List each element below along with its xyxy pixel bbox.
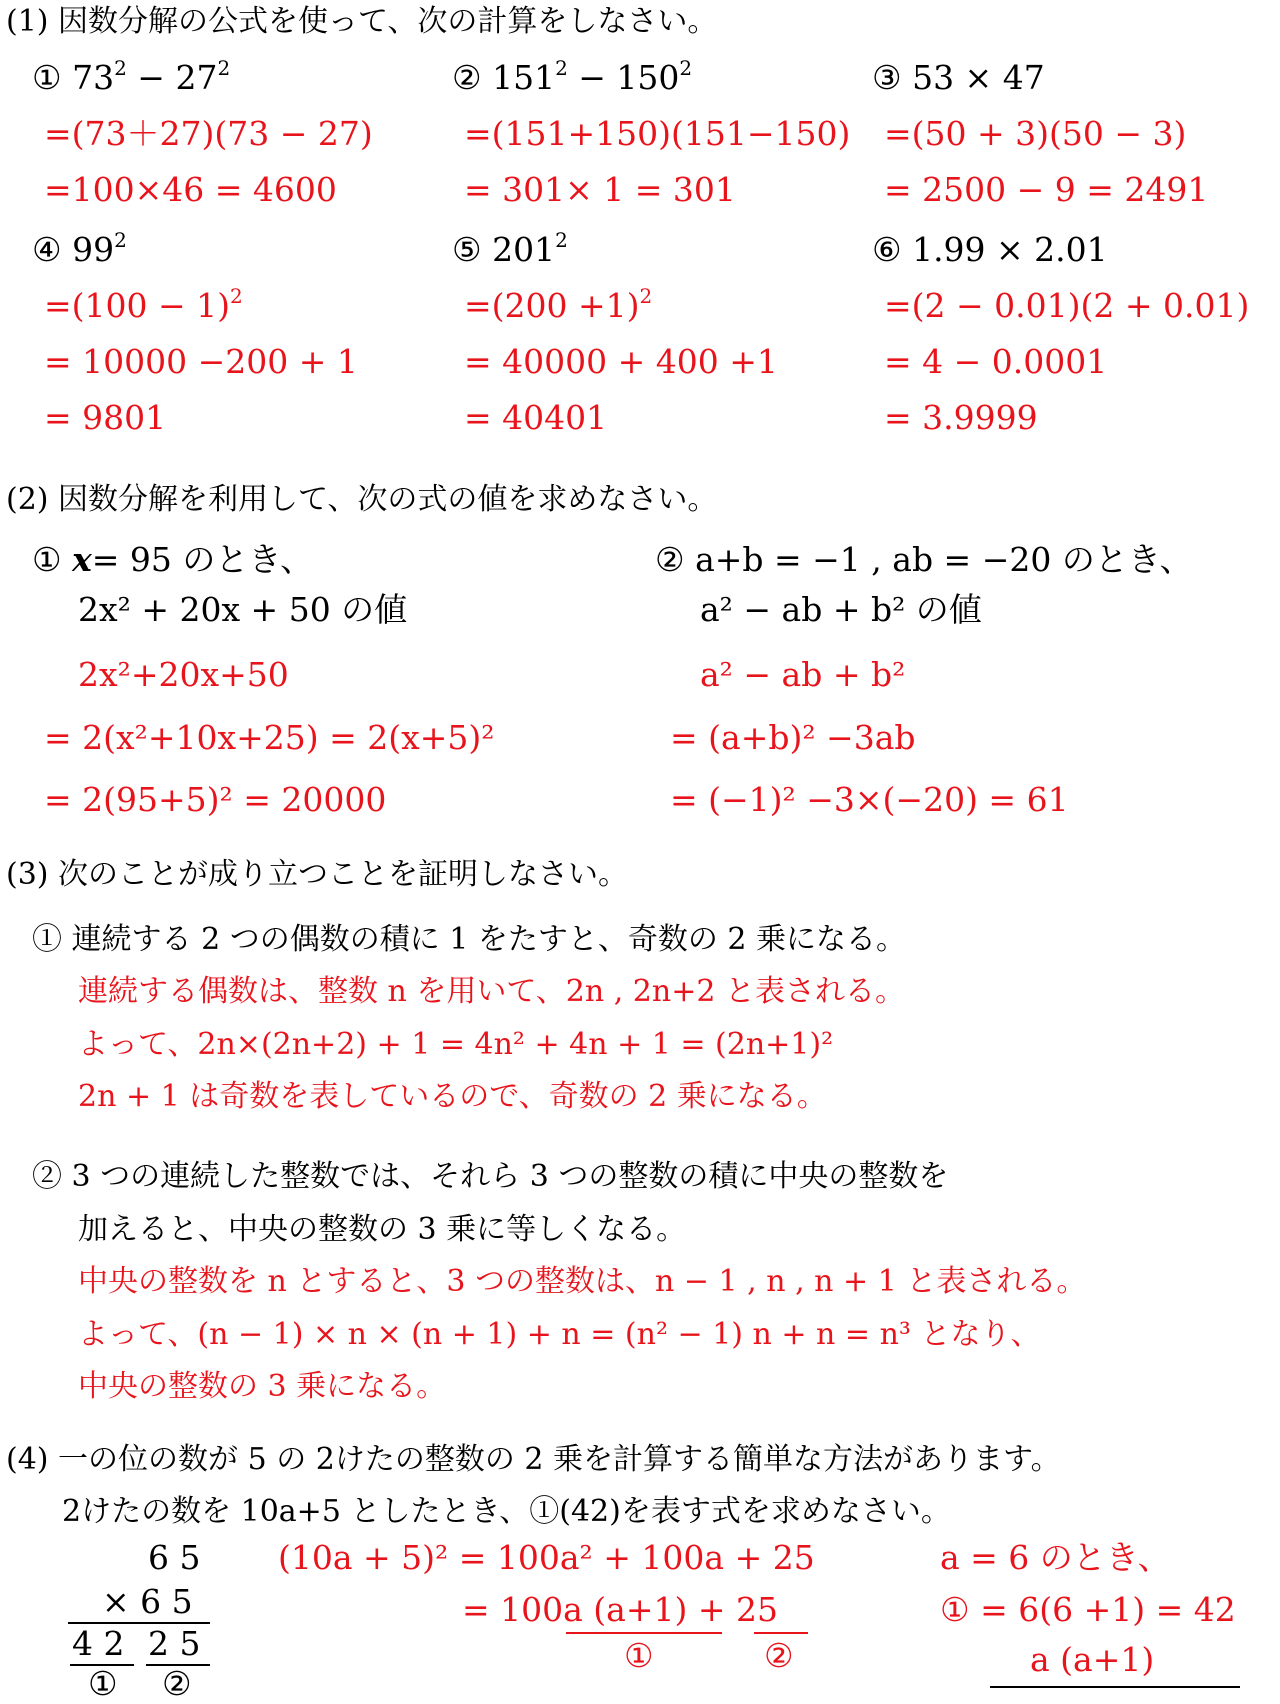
problem-3-1: ① 連続する 2 つの偶数の積に 1 をたすと、奇数の 2 乗になる。 bbox=[32, 922, 907, 957]
mult-mark-2: ② bbox=[162, 1664, 192, 1703]
problem-2-2-line2: a² − ab + b² の値 bbox=[700, 590, 982, 629]
answer-1-6-line3: = 3.9999 bbox=[884, 398, 1038, 437]
answer-4-mark-1: ① bbox=[624, 1636, 654, 1675]
problem-1-1: ① $73^2 - 27^2$ bbox=[32, 56, 231, 97]
problem-1-3: ③ 53 × 47 bbox=[872, 58, 1045, 97]
problem-3-2-line1: ② 3 つの連続した整数では、それら 3 つの整数の積に中央の整数を bbox=[32, 1159, 949, 1194]
answer-2-1-line2: = 2(x²+10x+25) = 2(x+5)² bbox=[44, 718, 495, 757]
answer-1-2-line1: =(151+150)(151−150) bbox=[464, 114, 851, 153]
answer-3-2-line3: 中央の整数の 3 乗になる。 bbox=[78, 1369, 447, 1404]
answer-1-4-line2: = 10000 −200 + 1 bbox=[44, 342, 358, 381]
answer-1-5-line2: = 40000 + 400 +1 bbox=[464, 342, 778, 381]
problem-4-line2: 2けたの数を 10a+5 としたとき、①(42)を表す式を求めなさい。 bbox=[62, 1494, 951, 1529]
answer-2-2-line1: a² − ab + b² bbox=[700, 655, 906, 694]
mult-result-ones: 2 5 bbox=[148, 1624, 201, 1663]
problem-1-6: ⑥ 1.99 × 2.01 bbox=[872, 230, 1108, 269]
answer-3-1-line3: 2n + 1 は奇数を表しているので、奇数の 2 乗になる。 bbox=[78, 1079, 827, 1114]
answer-3-2-line2: よって、(n − 1) × n × (n + 1) + n = (n² − 1) n + n = n³ となり、 bbox=[78, 1317, 1041, 1352]
answer-2-1-line1: 2x²+20x+50 bbox=[78, 655, 289, 694]
mult-result-hundreds: 4 2 bbox=[72, 1624, 125, 1663]
mult-mark-1: ① bbox=[88, 1664, 118, 1703]
answer-1-5-line1: $=(200 +1)^2$ bbox=[464, 284, 653, 325]
problem-1-2: ② $151^2 - 150^2$ bbox=[452, 56, 693, 97]
answer-1-1-line2: =100×46 = 4600 bbox=[44, 170, 337, 209]
answer-4-right-line3: a (a+1) bbox=[1030, 1640, 1155, 1679]
answer-4-mark-2: ② bbox=[764, 1636, 794, 1675]
answer-1-3-line2: = 2500 − 9 = 2491 bbox=[884, 170, 1209, 209]
section-1-heading: (1) 因数分解の公式を使って、次の計算をしなさい。 bbox=[6, 4, 718, 39]
answer-1-4-line1: $=(100 - 1)^2$ bbox=[44, 284, 243, 325]
answer-1-2-line2: = 301× 1 = 301 bbox=[464, 170, 736, 209]
answer-1-4-line3: = 9801 bbox=[44, 398, 167, 437]
problem-2-1-line1: ① x= 95 のとき、 bbox=[32, 540, 314, 579]
answer-1-1-line1: =(73＋27)(73 − 27) bbox=[44, 114, 373, 153]
answer-3-1-line1: 連続する偶数は、整数 n を用いて、2n , 2n+2 と表される。 bbox=[78, 974, 905, 1009]
answer-2-2-line2: = (a+b)² −3ab bbox=[670, 718, 916, 757]
answer-2-1-line3: = 2(95+5)² = 20000 bbox=[44, 780, 387, 819]
answer-3-1-line2: よって、2n×(2n+2) + 1 = 4n² + 4n + 1 = (2n+1)² bbox=[78, 1027, 834, 1062]
answer-4-line2: = 100a (a+1) + 25 bbox=[462, 1590, 779, 1629]
answer-1-3-line1: =(50 + 3)(50 − 3) bbox=[884, 114, 1187, 153]
section-2-heading: (2) 因数分解を利用して、次の式の値を求めなさい。 bbox=[6, 482, 718, 517]
problem-2-2-line1: ② a+b = −1 , ab = −20 のとき、 bbox=[655, 540, 1193, 579]
answer-4-underline-1 bbox=[566, 1632, 722, 1634]
mult-row1: 6 5 bbox=[148, 1538, 201, 1577]
section-4-heading: (4) 一の位の数が 5 の 2けたの整数の 2 乗を計算する簡単な方法があります。 bbox=[6, 1442, 1061, 1477]
mult-row2: × 6 5 bbox=[102, 1582, 193, 1621]
answer-2-2-line3: = (−1)² −3×(−20) = 61 bbox=[670, 780, 1069, 819]
problem-3-2-line2: 加えると、中央の整数の 3 乗に等しくなる。 bbox=[78, 1212, 687, 1247]
problem-2-1-line2: 2x² + 20x + 50 の値 bbox=[78, 590, 408, 629]
answer-4-underline-2 bbox=[754, 1632, 808, 1634]
answer-1-6-line1: =(2 − 0.01)(2 + 0.01) bbox=[884, 286, 1250, 325]
answer-1-6-line2: = 4 − 0.0001 bbox=[884, 342, 1108, 381]
problem-1-4: ④ $99^2$ bbox=[32, 228, 127, 269]
problem-1-5: ⑤ $201^2$ bbox=[452, 228, 568, 269]
section-3-heading: (3) 次のことが成り立つことを証明しなさい。 bbox=[6, 857, 629, 892]
answer-3-2-line1: 中央の整数を n とすると、3 つの整数は、n − 1 , n , n + 1 と表される。 bbox=[78, 1264, 1087, 1299]
answer-1-5-line3: = 40401 bbox=[464, 398, 608, 437]
answer-4-right-line2: ① = 6(6 +1) = 42 bbox=[940, 1590, 1236, 1629]
answer-4-right-rule bbox=[990, 1686, 1240, 1688]
answer-4-right-line1: a = 6 のとき、 bbox=[940, 1538, 1171, 1577]
answer-4-line1: (10a + 5)² = 100a² + 100a + 25 bbox=[278, 1538, 815, 1577]
